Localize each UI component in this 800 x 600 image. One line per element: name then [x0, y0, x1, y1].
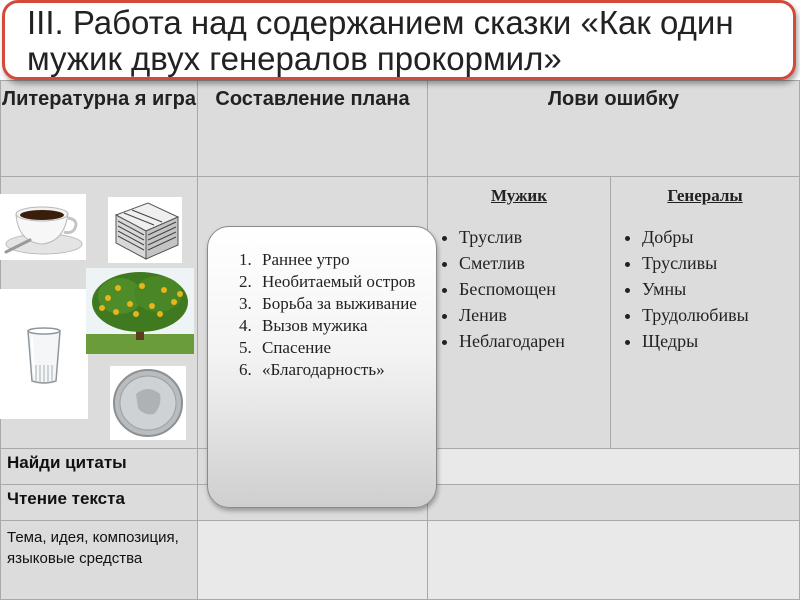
list-item: 3. Борьба за выживание: [256, 293, 436, 315]
theme-text: Тема, идея, композиция, языковые средства: [7, 529, 179, 567]
plan-box: [207, 226, 437, 508]
find-quotes-label: [0, 448, 198, 485]
theme-plan-cell: [197, 520, 428, 600]
theme-value-cell: [427, 520, 800, 600]
list-item: • Трудолюбивы: [642, 302, 800, 328]
header-find-mistake-text: Лови ошибку: [547, 88, 680, 110]
header-plan: [197, 80, 428, 177]
coin-image: [110, 366, 186, 440]
muzhik-heading: Мужик: [490, 186, 547, 205]
list-item: 6. «Благодарность»: [256, 359, 436, 381]
find-quotes-text: Найди цитаты: [7, 453, 127, 472]
quotes-value-cell: [427, 448, 800, 485]
plan-list: [208, 249, 436, 381]
reading-value-cell: [427, 484, 800, 521]
generaly-heading: Генералы: [667, 186, 743, 205]
list-item: • Щедры: [642, 328, 800, 354]
header-literary-game-text: Литературна я игра: [2, 88, 196, 110]
coffee-cup-image: [0, 194, 86, 260]
header-literary-game: [0, 80, 198, 177]
list-item: • Добры: [642, 224, 800, 250]
muzhik-list: [427, 224, 611, 354]
list-item: 5. Спасение: [256, 337, 436, 359]
theme-label: [0, 520, 198, 600]
list-item: • Трусливы: [642, 250, 800, 276]
generaly-column: [610, 180, 800, 354]
newspapers-image: [108, 197, 182, 263]
header-find-mistake: [427, 80, 800, 177]
generaly-list: [610, 224, 800, 354]
list-item: • Неблагодарен: [459, 328, 611, 354]
list-item: • Беспомощен: [459, 276, 611, 302]
glass-image: [0, 289, 88, 419]
list-item: • Умны: [642, 276, 800, 302]
list-item: • Ленив: [459, 302, 611, 328]
orange-tree-image: [86, 268, 194, 354]
list-item: 4. Вызов мужика: [256, 315, 436, 337]
list-item: • Сметлив: [459, 250, 611, 276]
reading-label: [0, 484, 198, 521]
muzhik-column: [427, 180, 611, 354]
header-plan-text: Составление плана: [215, 88, 410, 110]
list-item: • Труслив: [459, 224, 611, 250]
page-title: III. Работа над содержанием сказки «Как один мужик двух генералов прокормил»: [2, 0, 796, 80]
list-item: 2. Необитаемый остров: [256, 271, 436, 293]
list-item: 1. Раннее утро: [256, 249, 436, 271]
reading-text: Чтение текста: [7, 489, 125, 508]
